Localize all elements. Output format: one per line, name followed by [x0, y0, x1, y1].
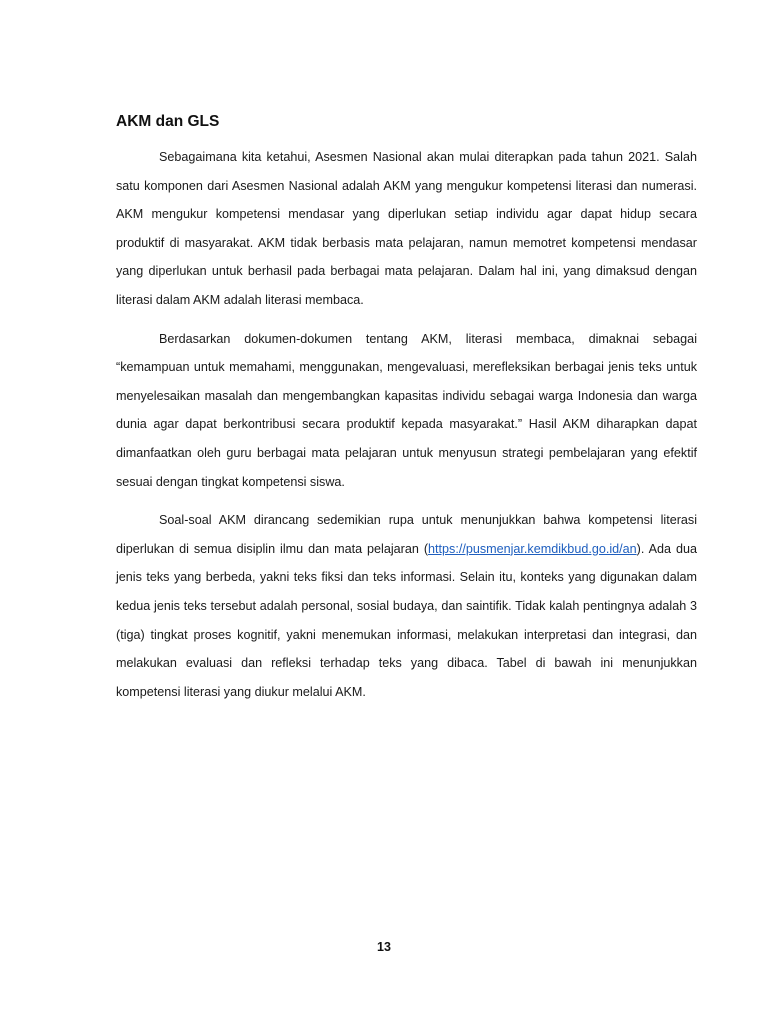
paragraph-3 — [116, 506, 697, 706]
section-heading: AKM dan GLS — [116, 113, 220, 130]
page-content — [116, 111, 697, 716]
pusmenjar-link[interactable]: https://pusmenjar.kemdikbud.go.id/an — [428, 541, 637, 556]
paragraph-1: Sebagaimana kita ketahui, Asesmen Nasional akan mulai diterapkan pada tahun 2021. Salah satu komponen dari Asesmen Nasional adalah AKM yang mengukur kompetensi literasi dan numerasi. AKM mengukur kompetensi mendasar yang diperlukan setiap individu agar dapat hidup secara produktif di masyarakat. AKM tidak berbasis mata pelajaran, namun memotret kompetensi mendasar yang diperlukan untuk berhasil pada berbagai mata pelajaran. Dalam hal ini, yang dimaksud dengan literasi dalam AKM adalah literasi membaca. — [116, 150, 697, 307]
page-number: 13 — [377, 940, 391, 954]
paragraph-3-text-before-link: Soal-soal AKM dirancang sedemikian rupa untuk menunjukkan bahwa kompetensi literasi diperlukan di semua disiplin ilmu dan mata pelajaran ( — [116, 513, 697, 556]
paragraph-3-text-after-link: ). Ada dua jenis teks yang berbeda, yakni teks fiksi dan teks informasi. Selain itu, konteks yang digunakan dalam kedua jenis teks tersebut adalah personal, sosial budaya, dan saintifik. Tidak kalah pentingnya adalah 3 (tiga) tingkat proses kognitif, yakni menemukan informasi, melakukan interpretasi dan integrasi, dan melakukan evaluasi dan refleksi terhadap teks yang dibaca. Tabel di bawah ini menunjukkan kompetensi literasi yang diukur melalui AKM. — [116, 541, 697, 699]
paragraph-2: Berdasarkan dokumen-dokumen tentang AKM, literasi membaca, dimaknai sebagai “kemampuan untuk memahami, menggunakan, mengevaluasi, merefleksikan berbagai jenis teks untuk menyelesaikan masalah dan mengembangkan kapasitas individu sebagai warga Indonesia dan warga dunia agar dapat berkontribusi secara produktif kepada masyarakat.” Hasil AKM diharapkan dapat dimanfaatkan oleh guru berbagai mata pelajaran untuk menyusun strategi pembelajaran yang efektif sesuai dengan tingkat kompetensi siswa. — [116, 331, 697, 489]
